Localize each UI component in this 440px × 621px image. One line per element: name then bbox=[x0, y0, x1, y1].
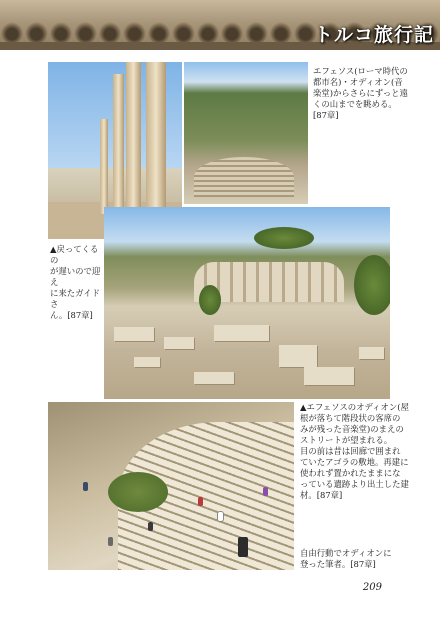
caption-line: エフェソス(ローマ時代の bbox=[313, 66, 408, 76]
caption-line: くの山までを眺める。 bbox=[313, 99, 397, 109]
page-number: 209 bbox=[362, 582, 382, 593]
caption-line: ▲戻ってくるの bbox=[50, 244, 99, 265]
caption-line: みが残った音楽堂)のまえの bbox=[300, 424, 404, 434]
caption-guide bbox=[50, 244, 106, 321]
chapter-header-banner bbox=[0, 0, 440, 50]
caption-line: ん。[87章] bbox=[50, 310, 93, 320]
caption-line: 材。[87章] bbox=[300, 490, 343, 500]
photo-ephesus-panorama bbox=[104, 207, 390, 399]
caption-line: 自由行動でオディオンに bbox=[300, 548, 392, 558]
author-figure bbox=[238, 537, 248, 557]
caption-line: が遅いので迎え bbox=[50, 266, 101, 287]
caption-line: 目の前は昔は回廊で囲まれ bbox=[300, 446, 401, 456]
caption-odeon-hill bbox=[313, 66, 423, 121]
photo-odeon-seating bbox=[48, 402, 294, 570]
caption-line: 楽堂)からさらにずっと遠 bbox=[313, 88, 408, 98]
caption-line: 登った筆者。[87章] bbox=[300, 559, 376, 569]
caption-line: 根が落ちて階段状の客席の bbox=[300, 413, 401, 423]
caption-line: ▲エフェソスのオディオン(屋 bbox=[300, 402, 409, 412]
caption-line: に来たガイドさ bbox=[50, 288, 100, 309]
caption-line: 使われず置かれたままにな bbox=[300, 468, 401, 478]
photo-odeon-hillside bbox=[184, 62, 308, 204]
chapter-title: トルコ旅行記 bbox=[313, 24, 434, 46]
caption-line: [87章] bbox=[313, 110, 339, 120]
caption-line: 都市名)・オディオン(音 bbox=[313, 77, 403, 87]
caption-odeon-detail bbox=[300, 402, 428, 501]
caption-line: ストリートが望まれる。 bbox=[300, 435, 393, 445]
caption-line: っている遺跡より出土した建 bbox=[300, 479, 409, 489]
caption-author bbox=[300, 548, 425, 570]
caption-line: ていたアゴラの敷地。再建に bbox=[300, 457, 409, 467]
